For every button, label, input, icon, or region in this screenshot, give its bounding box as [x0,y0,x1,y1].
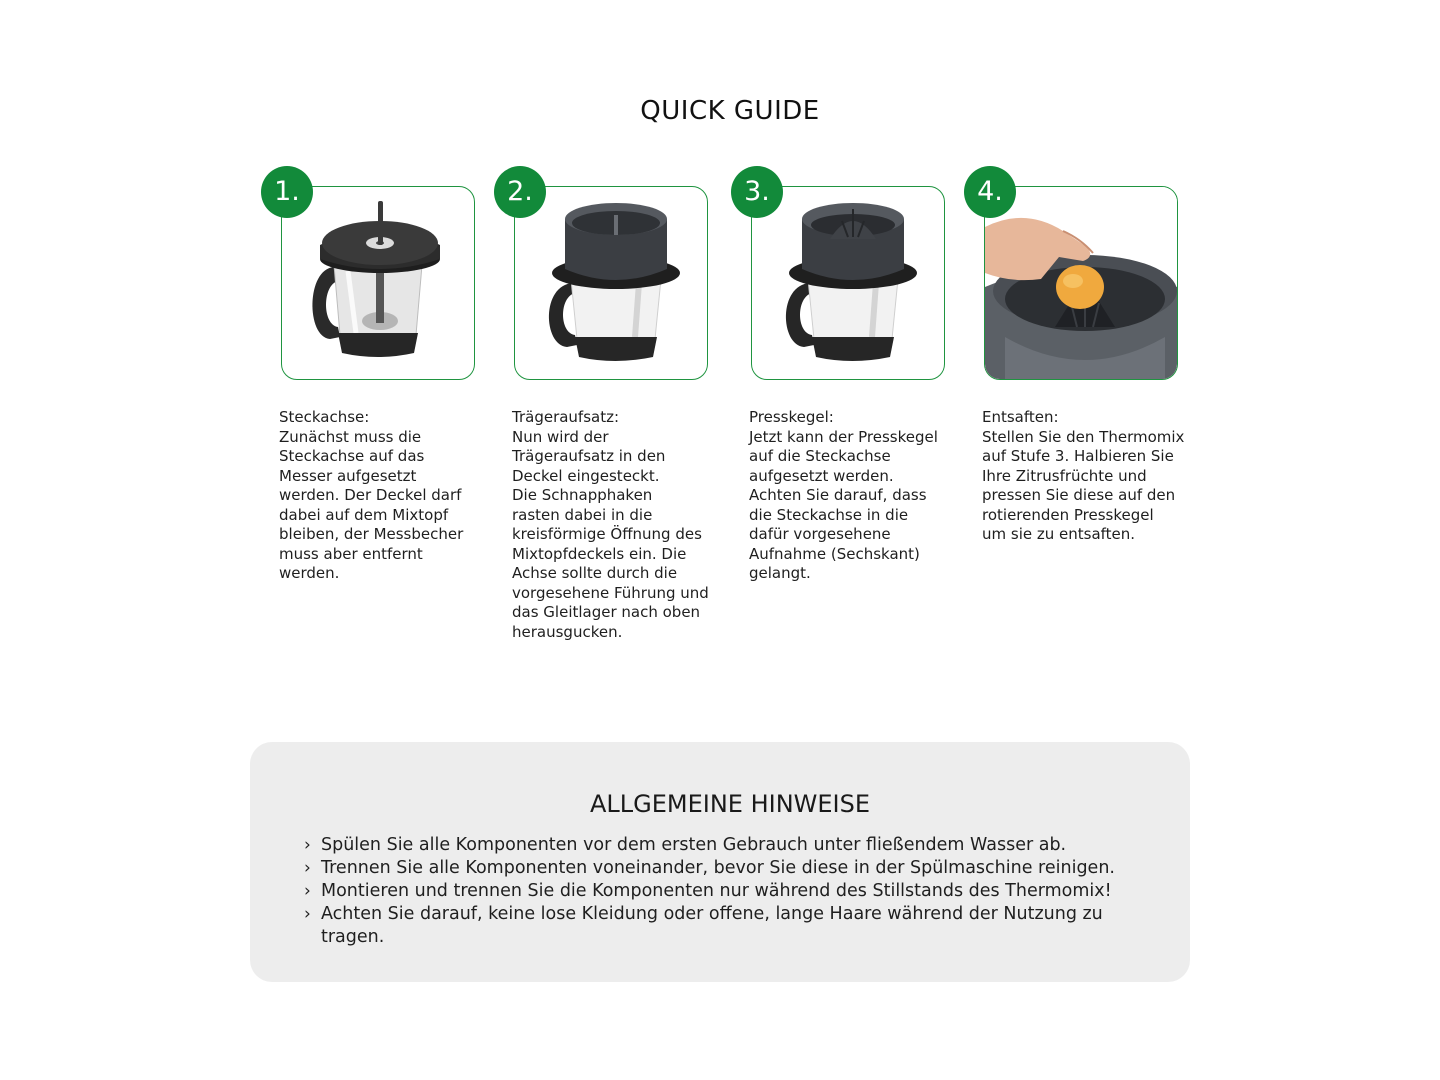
list-item [304,857,1134,880]
step-number-badge: 1. [261,166,313,218]
step-number-badge: 2. [494,166,546,218]
step-number-badge: 4. [964,166,1016,218]
list-item [304,834,1134,857]
step-number-badge: 3. [731,166,783,218]
list-item [304,903,1134,949]
page-title: QUICK GUIDE [640,96,820,126]
bullet-chevron-icon: › [304,835,311,855]
step-heading: Entsaften: [982,408,1059,426]
notes-list [304,834,1134,949]
bullet-chevron-icon: › [304,904,311,924]
note-text: Trennen Sie alle Komponenten voneinander, bevor Sie diese in der Spülmaschine reinigen. [321,858,1115,878]
step-description: Zunächst muss die Steckachse auf das Messer aufgesetzt werden. Der Deckel darf dabei auf dem Mixtopf bleiben, der Messbecher muss aber entfernt werden. [279,427,464,582]
step-4-image [984,186,1178,380]
bullet-chevron-icon: › [304,858,311,878]
step-description: Nun wird der Trägeraufsatz in den Deckel eingesteckt. Die Schnapphaken rasten dabei in die kreisförmige Öffnung des Mixtopfdeckels ein. Die Achse sollte durch die vorgesehene Führung und das Gleitlager nach oben herausgucken. [512,427,709,641]
step-heading: Trägeraufsatz: [512,408,620,426]
note-text: Montieren und trennen Sie die Komponenten nur während des Stillstands des Thermomix! [321,881,1112,901]
step-3-image [751,186,945,380]
step-heading: Steckachse: [279,408,370,426]
bullet-chevron-icon: › [304,881,311,901]
notes-title: ALLGEMEINE HINWEISE [589,790,871,818]
general-notes-panel [250,742,1190,982]
step-description: Jetzt kann der Presskegel auf die Steckachse aufgesetzt werden. Achten Sie darauf, dass die Steckachse in die dafür vorgesehene Aufnahme (Sechskant) gelangt. [749,427,938,582]
note-text: Spülen Sie alle Komponenten vor dem ersten Gebrauch unter fließendem Wasser ab. [321,835,1067,855]
list-item [304,880,1134,903]
step-1-image [281,186,475,380]
step-2-image [514,186,708,380]
note-text: Achten Sie darauf, keine lose Kleidung oder offene, lange Haare während der Nutzung zu tragen. [321,904,1103,947]
step-description: Stellen Sie den Thermomix auf Stufe 3. Halbieren Sie Ihre Zitrusfrüchte und pressen Sie diese auf den rotierenden Presskegel um sie zu entsaften. [982,427,1185,543]
step-heading: Presskegel: [749,408,834,426]
